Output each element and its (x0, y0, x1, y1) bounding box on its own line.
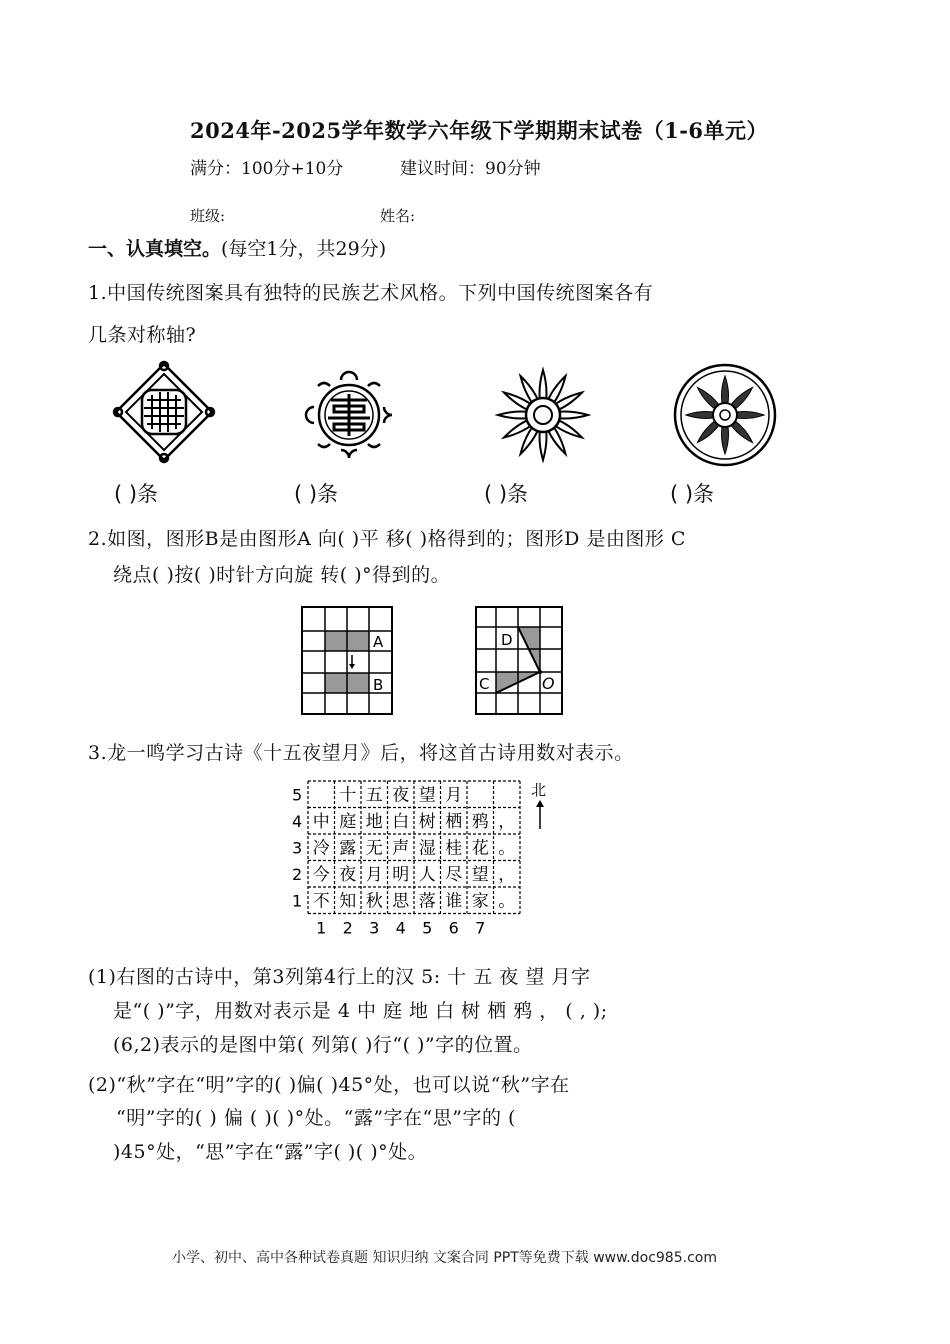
poem-character: 露 (339, 838, 357, 859)
label-d: D (501, 631, 513, 649)
section-title: 一、认真填空。 (88, 238, 222, 260)
poem-character: 。 (498, 891, 516, 912)
column-number: 3 (369, 918, 380, 938)
poem-character: ， (498, 864, 516, 885)
q3-sub1-line3: (6,2)表示的是图中第( 列第( )行“( )”字的位置。 (113, 1034, 533, 1056)
column-number: 5 (422, 918, 433, 938)
column-number: 7 (475, 918, 486, 938)
row-number: 5 (292, 785, 303, 805)
column-number: 6 (448, 918, 459, 938)
poem-character: 家 (471, 891, 489, 912)
q3-line1: 3.龙一鸣学习古诗《十五夜望月》后，将这首古诗用数对表示。 (88, 742, 634, 764)
column-number: 2 (342, 918, 353, 938)
name-label: 姓名: (380, 207, 416, 225)
poem-character: 。 (498, 838, 516, 859)
poem-character: 月 (365, 864, 383, 885)
q2-line2: 绕点( )按( )时针方向旋 转( )°得到的。 (113, 564, 451, 586)
section-heading (88, 234, 386, 261)
poem-character: 今 (312, 864, 330, 885)
q1-answer-blank-4[interactable]: ( )条 (670, 482, 715, 506)
poem-character: 白 (392, 811, 410, 832)
poem-character: 夜 (339, 864, 357, 885)
poem-character: 冷 (312, 838, 330, 859)
shape-b-cell (325, 673, 347, 693)
q1-line1: 1.中国传统图案具有独特的民族艺术风格。下列中国传统图案各有 (88, 282, 654, 304)
label-o: O (542, 674, 555, 693)
q3-sub2-line2: “明”字的( ) 偏 ( )( )°处。“露”字在“思”字的 ( (116, 1107, 516, 1129)
poem-character: 谁 (445, 891, 463, 912)
poem-character: 夜 (392, 785, 410, 806)
q1-answer-blank-3[interactable]: ( )条 (484, 482, 529, 506)
diamond-lattice-pattern-icon (112, 360, 216, 464)
poem-character: 桂 (445, 838, 463, 859)
poem-character: 知 (339, 891, 357, 912)
q1-answer-blank-2[interactable]: ( )条 (294, 482, 339, 506)
section-note: (每空1分，共29分) (221, 238, 387, 260)
row-number: 2 (292, 864, 303, 884)
suggested-time: 建议时间：90分钟 (400, 159, 541, 179)
q2-line1: 2.如图，图形B是由图形A 向( )平 移( )格得到的；图形D 是由图形 C (88, 528, 686, 550)
poem-character: 鸦 (471, 811, 489, 832)
full-score: 满分：100分+10分 (190, 159, 344, 179)
poem-character: 中 (312, 811, 330, 832)
poem-character: 望 (418, 785, 436, 806)
column-number: 1 (316, 918, 327, 938)
poem-character: 人 (418, 864, 436, 885)
rotation-grid (474, 605, 566, 717)
poem-character: 思 (392, 891, 410, 912)
poem-character: 望 (471, 864, 489, 885)
poem-character: 落 (418, 891, 436, 912)
q3-sub1-line2: 是“( )”字，用数对表示是 4 中 庭 地 白 树 栖 鸦 ， ( , ); (113, 1000, 608, 1022)
shape-a-cell (347, 631, 369, 651)
poem-character: 花 (471, 838, 489, 859)
row-number: 3 (292, 838, 303, 858)
poem-character: 栖 (445, 811, 463, 832)
q1-line2: 几条对称轴? (88, 324, 197, 346)
column-number: 4 (395, 918, 406, 938)
poem-character: 月 (445, 785, 463, 806)
page-footer: 小学、初中、高中各种试卷真题 知识归纳 文案合同 PPT等免费下载 www.doc985.com (172, 1250, 717, 1266)
shape-a-cell (325, 631, 347, 651)
poem-character: 五 (365, 785, 383, 806)
poem-character: 声 (392, 838, 410, 859)
poem-character: 不 (312, 891, 330, 912)
poem-character: ， (498, 811, 516, 832)
poem-character: 无 (365, 838, 383, 859)
class-label: 班级: (190, 207, 226, 225)
translation-grid (300, 605, 396, 717)
poem-character: 明 (392, 864, 410, 885)
poem-character: 地 (365, 811, 383, 832)
poem-character: 树 (418, 811, 436, 832)
poem-character: 秋 (365, 891, 383, 912)
shape-b-cell (347, 673, 369, 693)
poem-character: 庭 (339, 811, 357, 832)
label-a: A (373, 633, 384, 651)
north-label: 北 (531, 781, 547, 799)
page-title: 2024年-2025学年数学六年级下学期期末试卷（1-6单元） (190, 118, 769, 143)
q3-sub2-line3: )45°处，“思”字在“露”字( )( )°处。 (113, 1141, 428, 1163)
label-b: B (373, 676, 384, 694)
row-number: 4 (292, 811, 303, 831)
q3-sub1-line1: (1)右图的古诗中，第3列第4行上的汉 5: 十 五 夜 望 月字 (88, 966, 591, 988)
label-c: C (479, 675, 490, 693)
shou-character-pattern-icon (298, 364, 400, 466)
poem-coordinate-grid (284, 775, 564, 943)
poem-character: 十 (339, 785, 357, 806)
lotus-flower-pattern-icon (492, 364, 594, 466)
q1-answer-blank-1[interactable]: ( )条 (114, 482, 159, 506)
q3-sub2-line1: (2)“秋”字在“明”字的( )偏( )45°处，也可以说“秋”字在 (88, 1074, 570, 1096)
row-number: 1 (292, 891, 303, 911)
poem-character: 尽 (445, 864, 463, 885)
poem-character: 湿 (418, 838, 436, 859)
circular-lotus-medallion-icon (672, 362, 778, 468)
